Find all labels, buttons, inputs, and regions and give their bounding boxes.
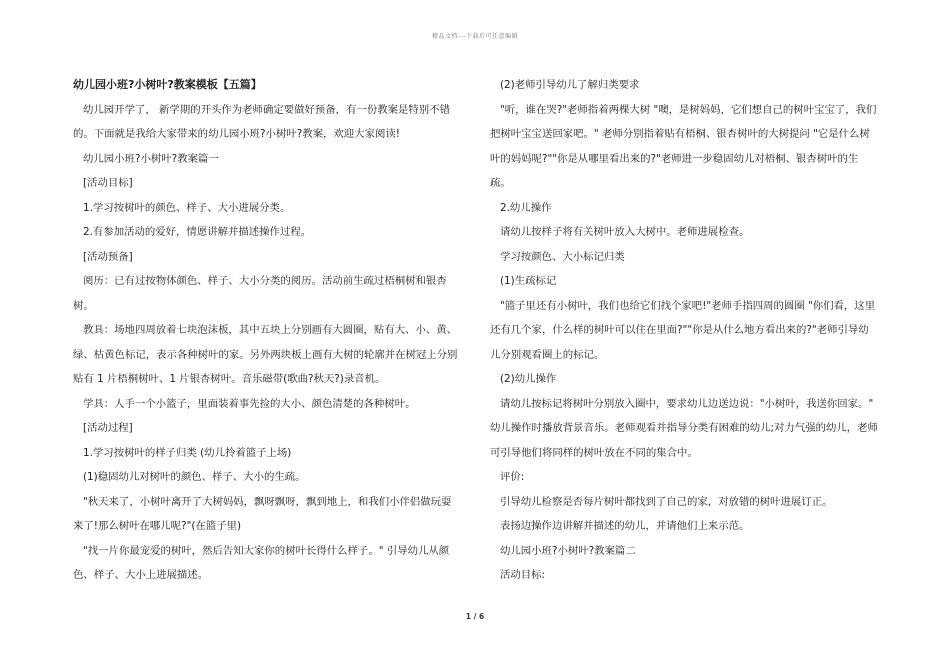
paragraph: "篮子里还有小树叶，我们也给它们找个家吧!"老师手指四周的圆圈 "你们看，这里还有几个家，什么样的树叶可以住在里面?""你是从什么地方看出来的?"老师引导幼儿分别观看圈上的标记。 [490,299,876,361]
paragraph: 表扬边操作边讲解并描述的幼儿，并请他们上来示范。 [500,520,750,532]
paragraph: 请幼儿按样子将有关树叶放入大树中。老师进展检查。 [500,226,750,238]
paragraph: "听，谁在哭?"老师指着两棵大树 "噢，是树妈妈，它们想自己的树叶宝宝了，我们把树叶宝宝送回家吧。" 老师分别指着贴有梧桐、银杏树叶的大树提问 "它是什么树叶的妈妈呢?""你是从哪里看出来的?"老师进一步稳固幼儿对梧桐、银杏树叶的生疏。 [490,103,877,189]
paragraph: 2.幼儿操作 [500,201,552,214]
paragraph: 活动目标: [500,569,546,581]
paragraph: 1.学习按树叶的颜色、样子、大小进展分类。 [83,201,291,214]
paragraph: (2)老师引导幼儿了解归类要求 [500,79,640,91]
paragraph: 学具：人手一个小篮子，里面装着事先捡的大小、颜色清楚的各种树叶。 [83,397,416,410]
paragraph: 教具：场地四周放着七块泡沫板，其中五块上分别画有大圆圈，贴有大、小、黄、绿、枯黄色标记，表示各种树叶的家。另外两块板上画有大树的轮廓并在树冠上分别贴有 1 片梧桐树叶、1 片银杏树叶。音乐磁带(歌曲?秋天?)录音机。 [73,324,458,385]
paragraph: 评价: [500,471,525,483]
activity-prep-heading: [活动预备] [83,250,133,263]
paragraph: 1.学习按树叶的样子归类 (幼儿拎着篮子上场) [83,446,292,459]
page-header: 精品文档---下载后可任意编辑 [432,33,518,40]
paragraph: (2)幼儿操作 [500,373,557,385]
section-heading: 幼儿园小班?小树叶?教案篇二 [500,544,636,557]
right-column [490,73,878,588]
paragraph: (1)生疏标记 [500,275,557,287]
activity-process-heading: [活动过程] [83,422,133,434]
activity-goals-heading: [活动目标] [83,177,133,189]
paragraph: 2.有参加活动的爱好，情愿讲解并描述操作过程。 [83,226,312,238]
paragraph: 引导幼儿检察是否每片树叶都找到了自己的家，对放错的树叶进展订正。 [500,495,833,508]
paragraph: 学习按颜色、大小标记归类 [500,250,625,263]
paragraph: 请幼儿按标记将树叶分别放入圈中，要求幼儿边送边说："小树叶，我送你回家。" 幼儿操作时播放背景音乐。老师观看并指导分类有困难的幼儿;对力气强的幼儿，老师可引导他们将同样的树叶放在不同的集合中。 [490,397,878,459]
left-column [73,73,461,588]
section-heading: 幼儿园小班?小树叶?教案篇一 [83,152,219,165]
intro-paragraph: 幼儿园开学了， 新学期的开头作为老师确定要做好预备，有一份教案是特别不错的。下面就是我给大家带来的幼儿园小班?小树叶?教案，欢迎大家阅读! [73,103,450,140]
document-title: 幼儿园小班?小树叶?教案模板【五篇】 [73,78,262,91]
paragraph: (1)稳固幼儿对树叶的颜色、样子、大小的生疏。 [83,471,306,483]
page-indicator: 1 / 6 [465,612,485,621]
paragraph: "秋天来了，小树叶离开了大树妈妈，飘呀飘呀，飘到地上，和我们小伴侣做玩耍来了!那么树叶在哪儿呢?"(在篮子里) [73,495,452,532]
paragraph: 阅历：已有过按物体颜色、样子、大小分类的阅历。活动前生疏过梧桐树和银杏树。 [73,275,447,312]
paragraph: "找一片你最宠爱的树叶，然后告知大家你的树叶长得什么样子。" 引导幼儿从颜色、样子、大小上进展描述。 [73,544,450,581]
